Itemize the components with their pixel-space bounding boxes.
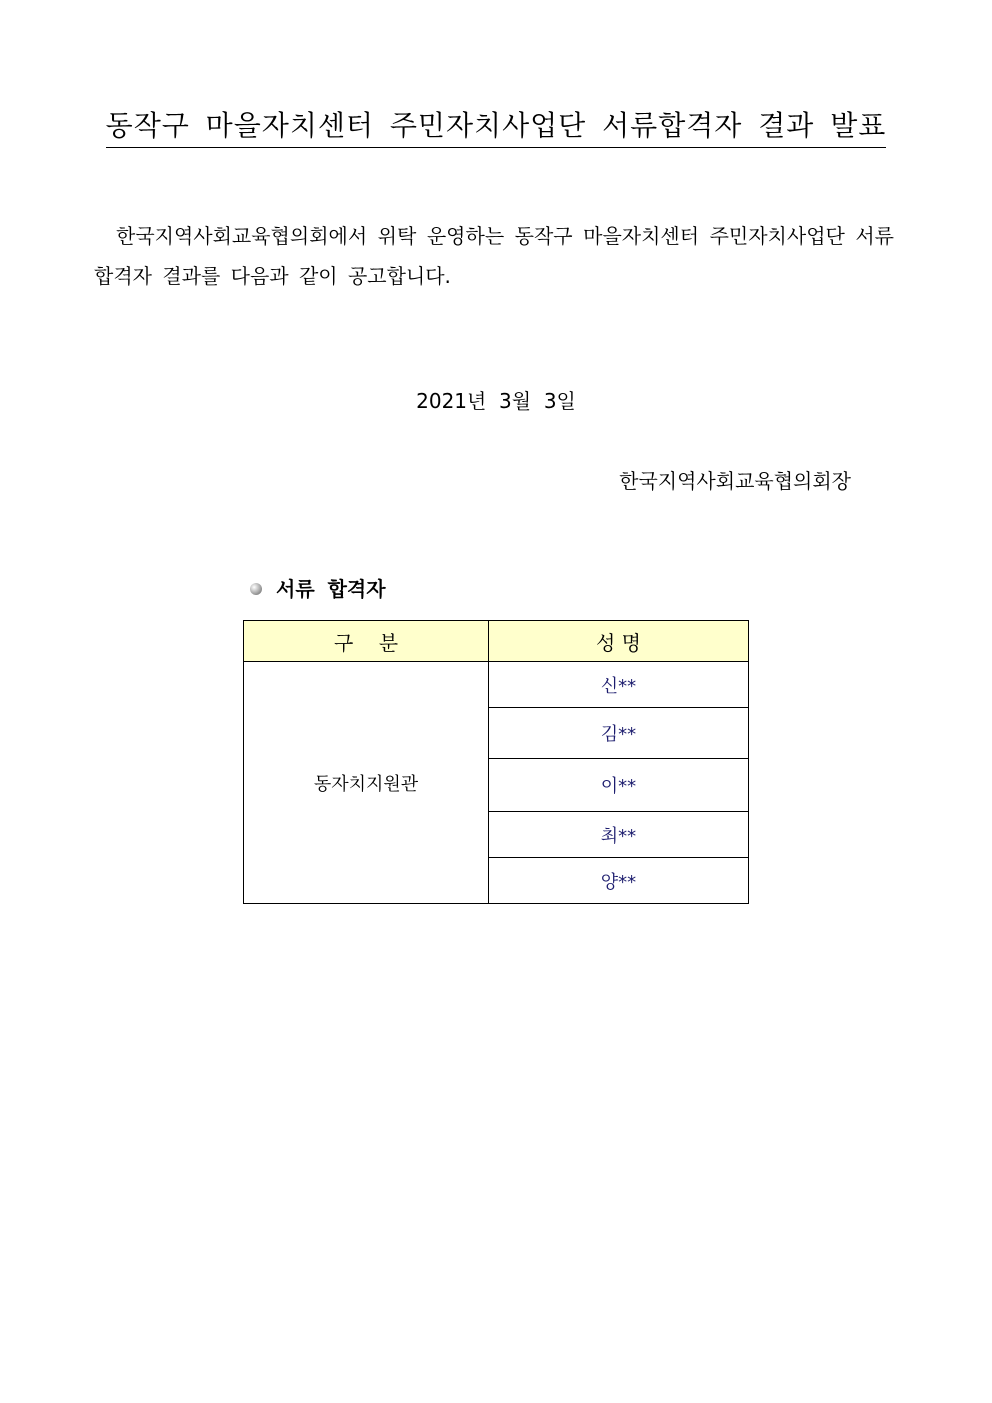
announcement-date: 2021년 3월 3일 [416,389,576,413]
signer: 한국지역사회교육협의회장 [619,469,851,493]
table-row [244,662,749,708]
header-category: 구 분 [244,621,489,662]
name-cell: 신** [489,662,749,708]
name-cell: 이** [489,759,749,812]
name-cell: 김** [489,708,749,759]
name-cell: 양** [489,858,749,904]
name-cell: 최** [489,812,749,858]
section-heading [250,574,386,604]
document-title-wrap [0,106,992,148]
results-table [243,620,749,904]
header-name: 성 명 [489,621,749,662]
section-title: 서류 합격자 [276,577,386,601]
bullet-icon [250,583,262,595]
table-header-row [244,621,749,662]
category-cell: 동자치지원관 [244,662,489,904]
document-title: 동작구 마을자치센터 주민자치사업단 서류합격자 결과 발표 [106,106,887,148]
announcement-body: 한국지역사회교육협의회에서 위탁 운영하는 동작구 마을자치센터 주민자치사업단 서류합격자 결과를 다음과 같이 공고합니다. [94,224,894,288]
